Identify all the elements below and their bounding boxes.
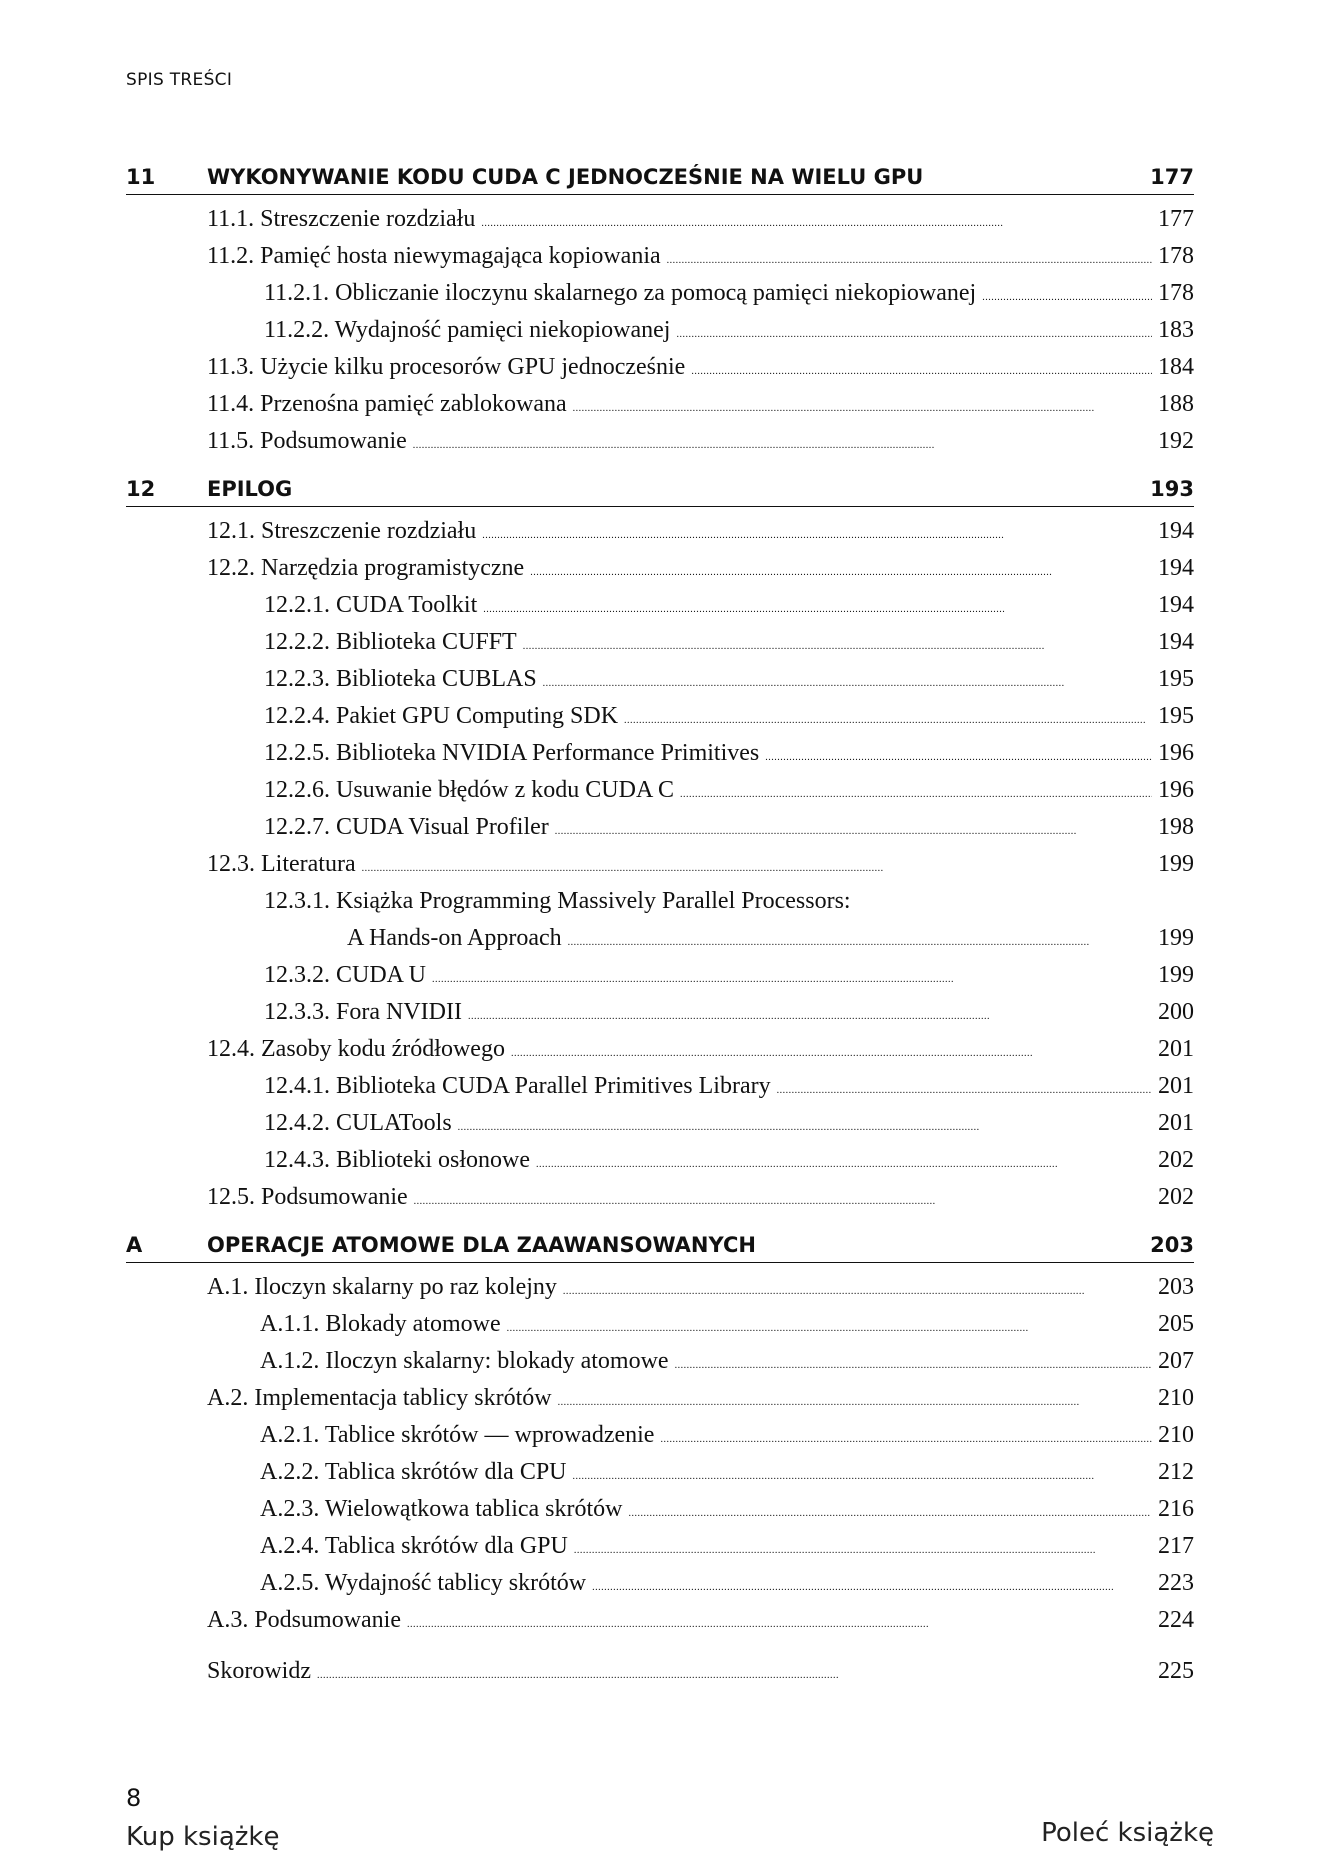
dot-leader [317, 1653, 1152, 1694]
dot-leader [530, 550, 1152, 591]
toc-entry-label: 12.3.2. CUDA U [264, 962, 427, 988]
chapter-12 [126, 472, 1194, 1216]
dot-leader [563, 1269, 1152, 1310]
toc-entry [126, 846, 1194, 883]
chapter-11 [126, 160, 1194, 460]
dot-leader [483, 587, 1152, 628]
toc-entry-label: 12.2. Narzędzia programistyczne [207, 555, 525, 581]
dot-leader [543, 661, 1152, 702]
toc-entry-page: 223 [1158, 1570, 1194, 1596]
toc-entry-label: 11.2. Pamięć hosta niewymagająca kopiowania [207, 243, 661, 269]
toc-entry [126, 772, 1194, 809]
toc-entry-page: 195 [1158, 703, 1194, 729]
toc-entry-page: 192 [1158, 428, 1194, 454]
dot-leader [432, 957, 1152, 998]
toc-entry-page: 196 [1158, 777, 1194, 803]
toc-entry-label: 11.3. Użycie kilku procesorów GPU jednocześnie [207, 354, 686, 380]
table-of-contents [126, 160, 1194, 1690]
toc-entry [126, 275, 1194, 312]
toc-entry [126, 1417, 1194, 1454]
dot-leader [675, 1343, 1152, 1384]
dot-leader [568, 920, 1152, 961]
running-head: SPIS TREŚCI [126, 70, 233, 90]
toc-entry-label: 12.3.3. Fora NVIDII [264, 999, 462, 1025]
toc-entry [126, 513, 1194, 550]
toc-entry-page: 195 [1158, 666, 1194, 692]
toc-entry [126, 957, 1194, 994]
chapter-title: WYKONYWANIE KODU CUDA C JEDNOCZEŚNIE NA WIELU GPU [207, 165, 924, 189]
dot-leader [777, 1068, 1152, 1109]
toc-entry [126, 1380, 1194, 1417]
toc-entry-label: 11.2.2. Wydajność pamięci niekopiowanej [264, 317, 671, 343]
toc-entry-page: 199 [1158, 962, 1194, 988]
dot-leader [660, 1417, 1152, 1458]
toc-entry [126, 1306, 1194, 1343]
chapter-number: 12 [126, 477, 156, 501]
toc-entry [126, 1142, 1194, 1179]
dot-leader [481, 201, 1152, 242]
dot-leader [624, 698, 1152, 739]
chapter-title: EPILOG [207, 477, 293, 501]
toc-entry-page: 210 [1158, 1422, 1194, 1448]
toc-entry-page: 194 [1158, 629, 1194, 655]
dot-leader [629, 1491, 1152, 1532]
chapter-page: 193 [1150, 477, 1194, 501]
toc-entry [126, 624, 1194, 661]
toc-entry-page: 217 [1158, 1533, 1194, 1559]
chapter-title: OPERACJE ATOMOWE DLA ZAAWANSOWANYCH [207, 1233, 756, 1257]
toc-entry-page: 177 [1158, 206, 1194, 232]
dot-leader [676, 312, 1152, 353]
toc-entry [126, 1454, 1194, 1491]
toc-entry-label: 11.5. Podsumowanie [207, 428, 407, 454]
toc-entry [126, 698, 1194, 735]
toc-entry-label: A.2.5. Wydajność tablicy skrótów [260, 1570, 587, 1596]
toc-entry-page: 199 [1158, 851, 1194, 877]
dot-leader [558, 1380, 1152, 1421]
appendix-a [126, 1228, 1194, 1639]
toc-entry-label: A.2.4. Tablica skrótów dla GPU [260, 1533, 568, 1559]
toc-entry-page: 224 [1158, 1607, 1194, 1633]
toc-entry-label: 11.1. Streszczenie rozdziału [207, 206, 476, 232]
toc-entry-label: A.2.1. Tablice skrótów — wprowadzenie [260, 1422, 655, 1448]
chapter-page: 203 [1150, 1233, 1194, 1257]
chapter-number: 11 [126, 165, 156, 189]
toc-entry [126, 1528, 1194, 1565]
dot-leader [523, 624, 1152, 665]
toc-entry [126, 661, 1194, 698]
toc-entry-label: A.1.1. Blokady atomowe [260, 1311, 501, 1337]
page-number: 8 [126, 1784, 142, 1812]
toc-entry [126, 587, 1194, 624]
dot-leader [765, 735, 1152, 776]
toc-entry-label: 12.2.1. CUDA Toolkit [264, 592, 478, 618]
toc-entry-page: 183 [1158, 317, 1194, 343]
toc-entry-page: 212 [1158, 1459, 1194, 1485]
toc-entry-label: A.2. Implementacja tablicy skrótów [207, 1385, 552, 1411]
toc-entry [126, 1105, 1194, 1142]
toc-entry-page: 225 [1158, 1658, 1194, 1684]
toc-entry-page: 178 [1158, 243, 1194, 269]
toc-entry-page: 200 [1158, 999, 1194, 1025]
toc-entry-page: 202 [1158, 1147, 1194, 1173]
toc-entry-page: 216 [1158, 1496, 1194, 1522]
toc-entry-page: 199 [1158, 925, 1194, 951]
toc-entry-label: A Hands-on Approach [347, 925, 562, 951]
chapter-heading [126, 1228, 1194, 1263]
dot-leader [667, 238, 1152, 279]
toc-entry [126, 1031, 1194, 1068]
dot-leader [982, 275, 1152, 316]
toc-entry-label: 12.2.7. CUDA Visual Profiler [264, 814, 549, 840]
dot-leader [507, 1306, 1152, 1347]
toc-entry-label: Skorowidz [207, 1658, 311, 1684]
toc-entry [126, 423, 1194, 460]
toc-entry-label: 12.4.1. Biblioteka CUDA Parallel Primitives Library [264, 1073, 771, 1099]
toc-entry-label: 11.2.1. Obliczanie iloczynu skalarnego za pomocą pamięci niekopiowanej [264, 280, 977, 306]
dot-leader [691, 349, 1152, 390]
dot-leader [592, 1565, 1152, 1606]
toc-entry-page: 210 [1158, 1385, 1194, 1411]
dot-leader [573, 1454, 1152, 1495]
toc-entry [126, 1179, 1194, 1216]
toc-entry-label: A.2.2. Tablica skrótów dla CPU [260, 1459, 567, 1485]
dot-leader [407, 1602, 1152, 1643]
dot-leader [413, 423, 1152, 464]
toc-entry-label: 12.2.4. Pakiet GPU Computing SDK [264, 703, 619, 729]
toc-entry-continuation [126, 920, 1194, 957]
toc-entry-page: 198 [1158, 814, 1194, 840]
toc-entry [126, 201, 1194, 238]
toc-entry-label: 12.5. Podsumowanie [207, 1184, 408, 1210]
toc-entry-label: 12.2.3. Biblioteka CUBLAS [264, 666, 537, 692]
recommend-book-link[interactable]: Poleć książkę [1041, 1818, 1214, 1848]
dot-leader [511, 1031, 1152, 1072]
dot-leader [680, 772, 1152, 813]
buy-book-link[interactable]: Kup książkę [126, 1822, 280, 1852]
dot-leader [573, 386, 1152, 427]
toc-entry-label: 12.1. Streszczenie rozdziału [207, 518, 477, 544]
chapter-heading [126, 160, 1194, 195]
toc-entry-label: A.1.2. Iloczyn skalarny: blokady atomowe [260, 1348, 669, 1374]
toc-entry [126, 349, 1194, 386]
chapter-heading [126, 472, 1194, 507]
toc-entry [126, 883, 1194, 920]
dot-leader [458, 1105, 1152, 1146]
toc-entry-page: 178 [1158, 280, 1194, 306]
toc-entry [126, 1269, 1194, 1306]
toc-entry [126, 809, 1194, 846]
toc-entry [126, 386, 1194, 423]
toc-entry-label: 12.2.6. Usuwanie błędów z kodu CUDA C [264, 777, 674, 803]
chapter-number: A [126, 1233, 143, 1257]
toc-entry [126, 312, 1194, 349]
toc-entry-page: 188 [1158, 391, 1194, 417]
toc-entry [126, 1565, 1194, 1602]
toc-entry-page: 203 [1158, 1274, 1194, 1300]
dot-leader [468, 994, 1152, 1035]
dot-leader [536, 1142, 1152, 1183]
toc-entry-label: A.2.3. Wielowątkowa tablica skrótów [260, 1496, 623, 1522]
toc-entry-label: 12.4. Zasoby kodu źródłowego [207, 1036, 505, 1062]
toc-entry-label: 12.3.1. Książka Programming Massively Parallel Processors: [264, 888, 851, 914]
toc-entry-page: 201 [1158, 1036, 1194, 1062]
toc-entry-label: 12.4.2. CULATools [264, 1110, 452, 1136]
toc-entry-label: 12.3. Literatura [207, 851, 356, 877]
toc-entry-page: 194 [1158, 555, 1194, 581]
index-entry [126, 1653, 1194, 1690]
toc-entry-page: 194 [1158, 592, 1194, 618]
toc-entry-page: 196 [1158, 740, 1194, 766]
dot-leader [362, 846, 1152, 887]
toc-entry-label: A.1. Iloczyn skalarny po raz kolejny [207, 1274, 557, 1300]
toc-entry-page: 201 [1158, 1073, 1194, 1099]
dot-leader [574, 1528, 1152, 1569]
toc-entry-label: 12.2.2. Biblioteka CUFFT [264, 629, 517, 655]
toc-entry [126, 238, 1194, 275]
toc-entry [126, 1343, 1194, 1380]
dot-leader [555, 809, 1152, 850]
dot-leader [414, 1179, 1152, 1220]
toc-entry-page: 205 [1158, 1311, 1194, 1337]
toc-entry [126, 1602, 1194, 1639]
toc-entry [126, 735, 1194, 772]
toc-entry-page: 194 [1158, 518, 1194, 544]
toc-entry [126, 994, 1194, 1031]
toc-entry-label: A.3. Podsumowanie [207, 1607, 401, 1633]
toc-entry [126, 1491, 1194, 1528]
chapter-page: 177 [1150, 165, 1194, 189]
toc-entry-label: 11.4. Przenośna pamięć zablokowana [207, 391, 567, 417]
toc-entry-label: 12.4.3. Biblioteki osłonowe [264, 1147, 530, 1173]
dot-leader [482, 513, 1152, 554]
toc-entry-label: 12.2.5. Biblioteka NVIDIA Performance Primitives [264, 740, 760, 766]
toc-entry [126, 1068, 1194, 1105]
toc-entry-page: 184 [1158, 354, 1194, 380]
toc-entry-page: 202 [1158, 1184, 1194, 1210]
toc-entry-page: 207 [1158, 1348, 1194, 1374]
toc-entry [126, 550, 1194, 587]
toc-entry-page: 201 [1158, 1110, 1194, 1136]
